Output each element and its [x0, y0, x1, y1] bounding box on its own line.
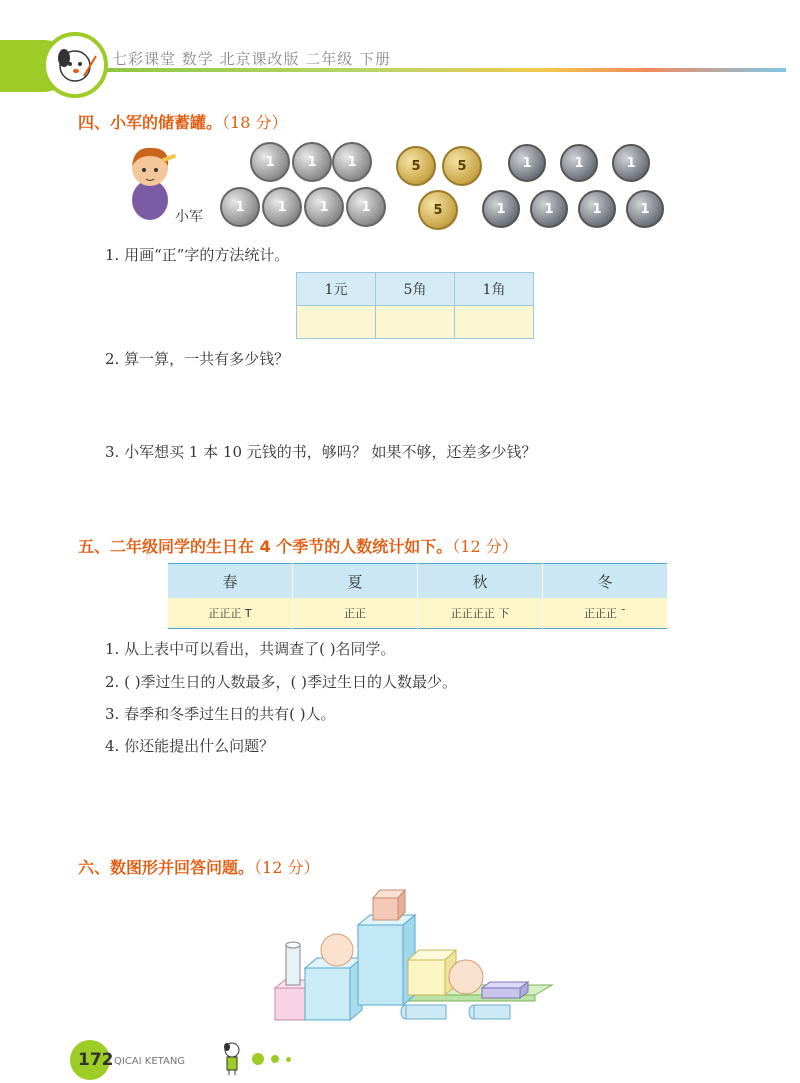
table-header-cell: 5角	[376, 273, 455, 306]
season-tally-cell: 正正	[293, 598, 418, 629]
one-jiao-coin: 1	[482, 190, 520, 228]
one-yuan-coin: 1	[332, 142, 372, 182]
season-header-cell: 夏	[293, 564, 418, 599]
tally-answer-cell[interactable]	[376, 306, 455, 339]
tally-answer-cell[interactable]	[455, 306, 534, 339]
footer-dot-small	[286, 1057, 291, 1062]
character-name: 小军	[175, 209, 203, 225]
birthday-season-table	[168, 563, 668, 629]
one-yuan-coin: 1	[250, 142, 290, 182]
page-number: 172	[78, 1050, 114, 1070]
s4-question-1: 1. 用画“正”字的方法统计。	[105, 246, 290, 264]
table-header-cell: 1角	[455, 273, 534, 306]
coin-group	[220, 142, 690, 237]
five-jiao-coin: 5	[418, 190, 458, 230]
s5-question-1: 1. 从上表中可以看出，共调查了( )名同学。	[105, 640, 396, 658]
s4-question-3: 3. 小军想买 1 本 10 元钱的书，够吗？ 如果不够，还差多少钱？	[105, 443, 537, 461]
shapes-figure	[270, 880, 560, 1025]
boy-character	[122, 142, 182, 222]
one-jiao-coin: 1	[530, 190, 568, 228]
s4-question-2: 2. 算一算，一共有多少钱？	[105, 350, 290, 368]
one-yuan-coin: 1	[346, 187, 386, 227]
one-yuan-coin: 1	[220, 187, 260, 227]
tally-answer-cell[interactable]	[297, 306, 376, 339]
five-jiao-coin: 5	[442, 146, 482, 186]
one-jiao-coin: 1	[578, 190, 616, 228]
footer-brand: QICAI KETANG	[114, 1056, 186, 1067]
mascot-logo	[42, 32, 108, 98]
section5-title: 五、二年级同学的生日在 4 个季节的人数统计如下。（12 分）	[78, 537, 518, 556]
header-title: 七彩课堂 数学 北京课改版 二年级 下册	[112, 50, 392, 68]
s5-question-3: 3. 春季和冬季过生日的共有( )人。	[105, 705, 336, 723]
shapes-illustration	[270, 880, 560, 1025]
footer-mascot	[220, 1040, 244, 1076]
boy-character-icon	[122, 142, 182, 222]
one-jiao-coin: 1	[508, 144, 546, 182]
five-jiao-coin: 5	[396, 146, 436, 186]
section4-title: 四、小军的储蓄罐。（18 分）	[78, 113, 288, 132]
one-jiao-coin: 1	[626, 190, 664, 228]
season-tally-cell: 正正正 ¯	[543, 598, 668, 629]
one-yuan-coin: 1	[292, 142, 332, 182]
footer-dot-medium	[271, 1055, 279, 1063]
dog-mascot-small-icon	[220, 1040, 244, 1076]
one-jiao-coin: 1	[560, 144, 598, 182]
s5-question-4: 4. 你还能提出什么问题？	[105, 737, 275, 755]
one-yuan-coin: 1	[262, 187, 302, 227]
season-header-cell: 春	[168, 564, 293, 599]
season-tally-cell: 正正正 T	[168, 598, 293, 629]
table-header-cell: 1元	[297, 273, 376, 306]
one-yuan-coin: 1	[304, 187, 344, 227]
season-header-cell: 秋	[418, 564, 543, 599]
s5-question-2: 2. ( )季过生日的人数最多，( )季过生日的人数最少。	[105, 673, 458, 691]
footer-dot-large	[252, 1053, 264, 1065]
one-jiao-coin: 1	[612, 144, 650, 182]
season-tally-cell: 正正正正 下	[418, 598, 543, 629]
coin-tally-table	[296, 272, 534, 339]
dog-mascot-icon	[46, 36, 104, 94]
season-header-cell: 冬	[543, 564, 668, 599]
section6-title: 六、数图形并回答问题。（12 分）	[78, 858, 320, 877]
